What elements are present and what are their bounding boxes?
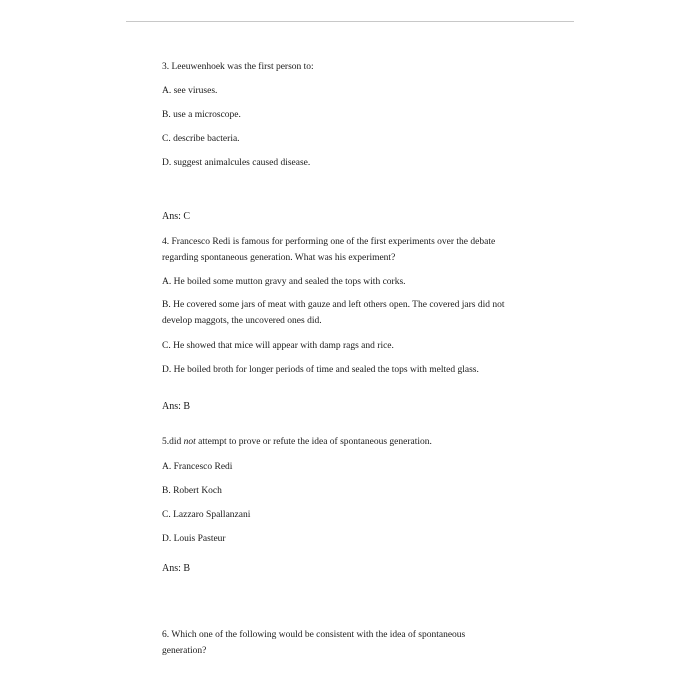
question-5-option-a: A. Francesco Redi	[162, 462, 233, 472]
question-3-answer: Ans: C	[162, 211, 191, 222]
question-5-stem-emphasis: not	[183, 437, 196, 447]
question-3-option-b: B. use a microscope.	[162, 110, 241, 120]
question-5-stem-prefix: 5.did	[162, 437, 184, 447]
question-4-stem-line-2: regarding spontaneous generation. What was his experiment?	[162, 253, 396, 263]
question-3-option-c: C. describe bacteria.	[162, 134, 240, 144]
question-4-option-b-line-2: develop maggots, the uncovered ones did.	[162, 316, 322, 326]
question-5-option-b: B. Robert Koch	[162, 486, 222, 496]
question-5-answer: Ans: B	[162, 563, 191, 574]
question-5-stem	[162, 436, 432, 448]
question-4-option-d: D. He boiled broth for longer periods of time and sealed the tops with melted glass.	[162, 365, 479, 375]
page-top-rule	[126, 21, 574, 22]
question-5-stem-suffix: attempt to prove or refute the idea of spontaneous generation.	[195, 437, 432, 447]
question-5-option-d: D. Louis Pasteur	[162, 534, 226, 544]
question-6-stem-line-2: generation?	[162, 646, 207, 656]
question-5-option-c: C. Lazzaro Spallanzani	[162, 510, 251, 520]
question-4-answer: Ans: B	[162, 401, 191, 412]
question-4-option-b-line-1: B. He covered some jars of meat with gauze and left others open. The covered jars did not	[162, 300, 505, 310]
question-3-option-d: D. suggest animalcules caused disease.	[162, 158, 311, 168]
question-4-option-c: C. He showed that mice will appear with damp rags and rice.	[162, 341, 394, 351]
question-3-stem: 3. Leeuwenhoek was the first person to:	[162, 62, 314, 72]
question-6-stem-line-1: 6. Which one of the following would be consistent with the idea of spontaneous	[162, 630, 466, 640]
question-4-stem-line-1: 4. Francesco Redi is famous for performing one of the first experiments over the debate	[162, 237, 496, 247]
question-4-option-a: A. He boiled some mutton gravy and sealed the tops with corks.	[162, 277, 406, 287]
question-3-option-a: A. see viruses.	[162, 86, 218, 96]
